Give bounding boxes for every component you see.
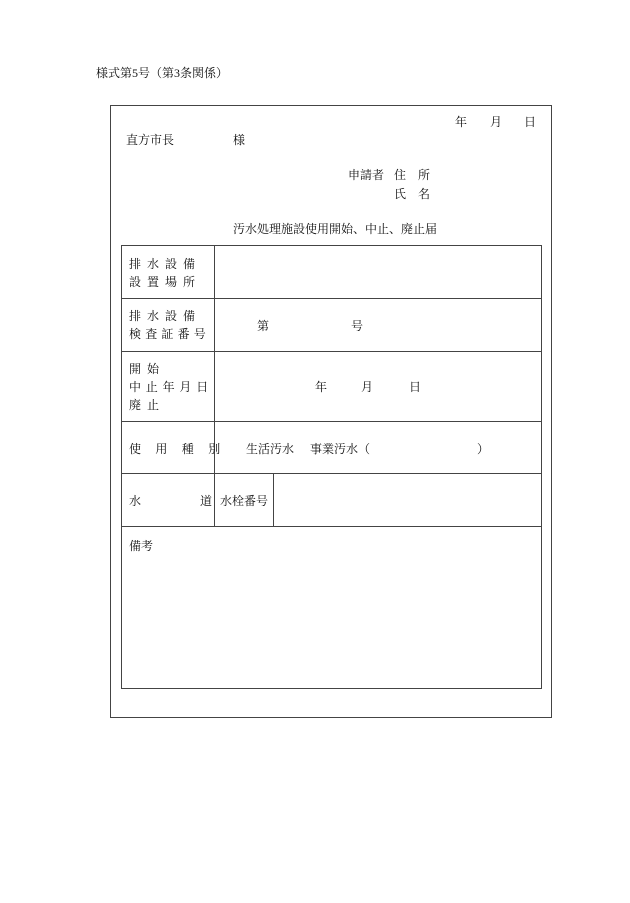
- usage-option-domestic[interactable]: 生活汚水: [246, 442, 295, 456]
- location-label-1: 排水設備: [129, 257, 202, 271]
- water-label-2: 道: [200, 494, 213, 508]
- form-table: [121, 245, 542, 689]
- date-month: 月: [490, 115, 503, 129]
- row-divider: [122, 473, 541, 474]
- date-month-field: 月: [361, 380, 374, 394]
- water-label: 水: [129, 494, 142, 508]
- usage-close-paren: ）: [477, 442, 490, 456]
- certificate-suffix: 号: [351, 319, 364, 333]
- applicant-name-label: 氏 名: [394, 187, 431, 201]
- label-divider: [214, 246, 215, 527]
- row-divider: [122, 298, 541, 299]
- date-year: 年: [455, 115, 468, 129]
- certificate-prefix: 第: [257, 319, 270, 333]
- form-id: 様式第5号（第3条関係）: [96, 66, 229, 80]
- usage-option-business[interactable]: 事業汚水（: [310, 442, 371, 456]
- row-divider: [122, 421, 541, 422]
- location-field[interactable]: [216, 247, 540, 297]
- date-label-3: 廃止: [129, 398, 166, 412]
- date-label-1: 開始: [129, 362, 166, 376]
- remarks-label: 備考: [129, 539, 154, 553]
- row-divider: [122, 351, 541, 352]
- certificate-label-2: 検査証番号: [129, 327, 211, 341]
- addressee-honorific: 様: [233, 133, 246, 147]
- applicant-label: 申請者: [348, 168, 385, 182]
- applicant-address-label: 住 所: [394, 168, 431, 182]
- hydrant-divider: [273, 474, 274, 527]
- row-divider: [122, 526, 541, 527]
- form-title: 汚水処理施設使用開始、中止、廃止届: [233, 222, 438, 236]
- addressee-name: 直方市長: [126, 133, 175, 147]
- date-label-2: 中止年月日: [129, 380, 214, 394]
- hydrant-number-label: 水栓番号: [220, 494, 269, 508]
- location-label-2: 設置場所: [129, 275, 202, 289]
- date-day: 日: [524, 115, 537, 129]
- date-day-field: 日: [409, 380, 422, 394]
- certificate-label-1: 排水設備: [129, 309, 202, 323]
- usage-label: 使用種別: [129, 442, 235, 456]
- date-year-field: 年: [315, 380, 328, 394]
